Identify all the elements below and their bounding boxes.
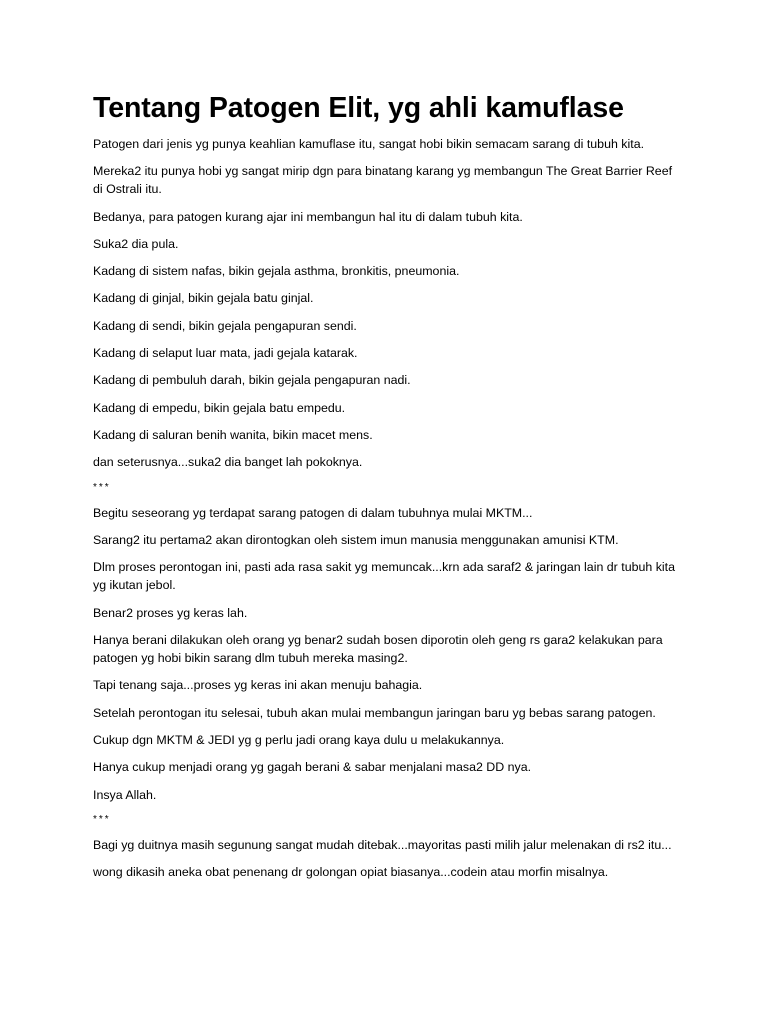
paragraph: Hanya berani dilakukan oleh orang yg benar2 sudah bosen diporotin oleh geng rs gara2 kelakukan para patogen yg hobi bikin sarang dlm tubuh mereka masing2. — [93, 633, 663, 666]
paragraph: Kadang di pembuluh darah, bikin gejala pengapuran nadi. — [93, 373, 411, 388]
paragraph: Kadang di sistem nafas, bikin gejala asthma, bronkitis, pneumonia. — [93, 264, 460, 279]
paragraph: Suka2 dia pula. — [93, 236, 179, 251]
section-separator: *** — [93, 481, 111, 493]
paragraph: Hanya cukup menjadi orang yg gagah berani & sabar menjalani masa2 DD nya. — [93, 760, 532, 775]
paragraph: Kadang di sendi, bikin gejala pengapuran sendi. — [93, 318, 357, 333]
section-separator: *** — [93, 813, 111, 825]
paragraph: Benar2 proses yg keras lah. — [93, 605, 248, 620]
document-page — [93, 88, 683, 891]
paragraph: Kadang di saluran benih wanita, bikin macet mens. — [93, 427, 373, 442]
paragraph: Tapi tenang saja...proses yg keras ini akan menuju bahagia. — [93, 678, 423, 693]
paragraph: Kadang di selaput luar mata, jadi gejala katarak. — [93, 346, 358, 361]
paragraph: Mereka2 itu punya hobi yg sangat mirip dgn para binatang karang yg membangun The Great Barrier Reef di Ostrali itu. — [93, 164, 673, 197]
paragraph: Dlm proses perontogan ini, pasti ada rasa sakit yg memuncak...krn ada saraf2 & jaringan lain dr tubuh kita yg ikutan jebol. — [93, 560, 675, 593]
paragraph: Begitu seseorang yg terdapat sarang patogen di dalam tubuhnya mulai MKTM... — [93, 505, 533, 520]
paragraph: Insya Allah. — [93, 787, 157, 802]
paragraph: dan seterusnya...suka2 dia banget lah pokoknya. — [93, 455, 363, 470]
paragraph: Bedanya, para patogen kurang ajar ini membangun hal itu di dalam tubuh kita. — [93, 209, 523, 224]
paragraph: wong dikasih aneka obat penenang dr golongan opiat biasanya...codein atau morfin misalnya. — [93, 865, 609, 880]
paragraph: Setelah perontogan itu selesai, tubuh akan mulai membangun jaringan baru yg bebas sarang patogen. — [93, 705, 656, 720]
paragraph: Patogen dari jenis yg punya keahlian kamuflase itu, sangat hobi bikin semacam sarang di tubuh kita. — [93, 137, 645, 151]
document-title: Tentang Patogen Elit, yg ahli kamuflase — [93, 92, 624, 124]
paragraph: Kadang di ginjal, bikin gejala batu ginjal. — [93, 291, 314, 306]
paragraph: Sarang2 itu pertama2 akan dirontogkan oleh sistem imun manusia menggunakan amunisi KTM. — [93, 533, 619, 548]
paragraph: Cukup dgn MKTM & JEDI yg g perlu jadi orang kaya dulu u melakukannya. — [93, 732, 505, 747]
paragraph: Kadang di empedu, bikin gejala batu empedu. — [93, 400, 346, 415]
paragraph: Bagi yg duitnya masih segunung sangat mudah ditebak...mayoritas pasti milih jalur melenakan di rs2 itu... — [93, 838, 672, 853]
